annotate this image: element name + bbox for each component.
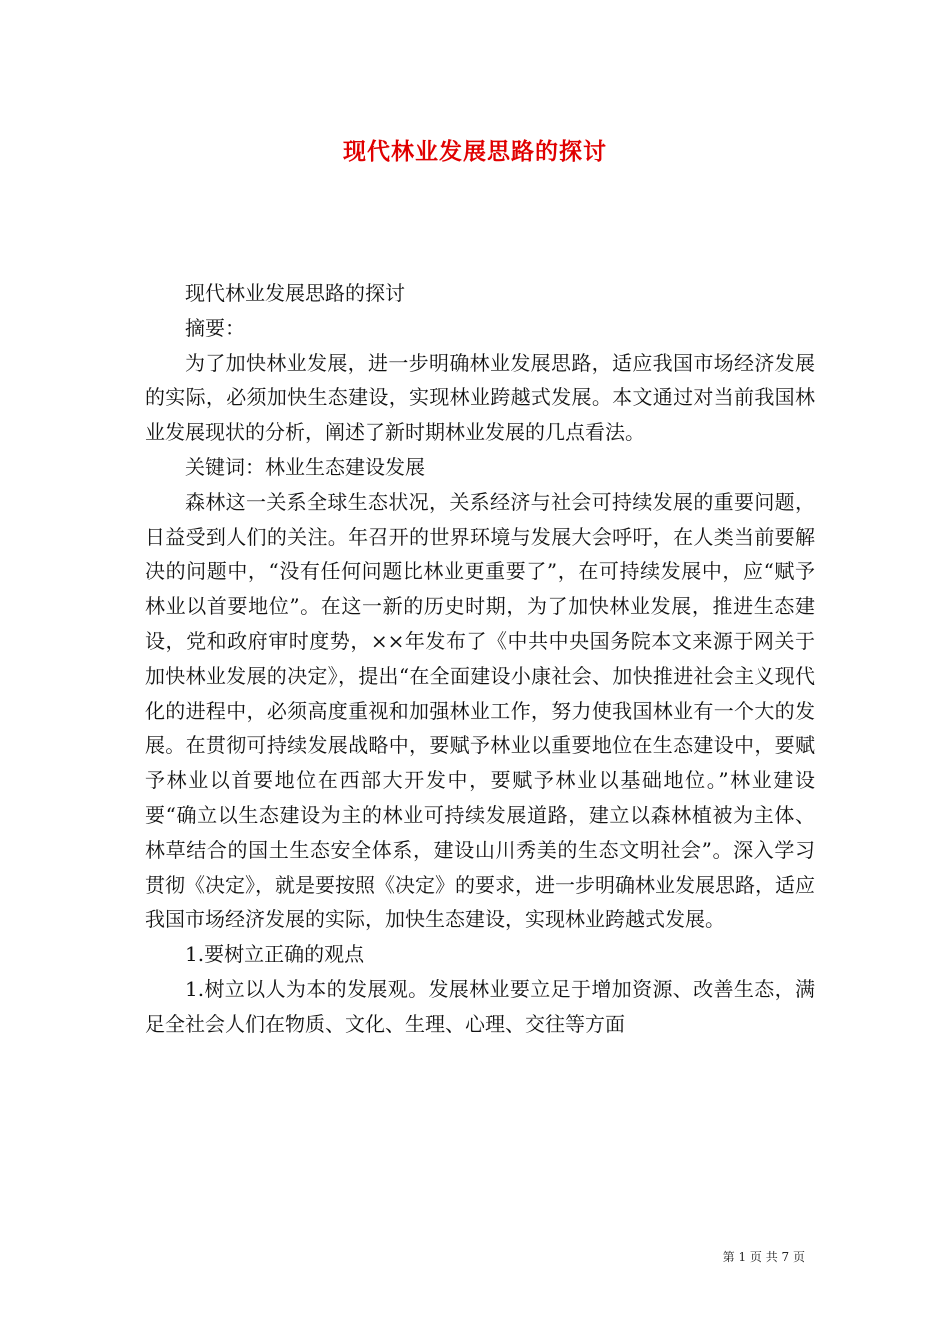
- section-heading: 1.要树立正确的观点: [185, 942, 365, 967]
- body-heading: 现代林业发展思路的探讨: [185, 281, 405, 305]
- keywords-line: 关键词：林业生态建设发展: [185, 454, 425, 479]
- abstract-paragraph: 为了加快林业发展，进一步明确林业发展思路，适应我国市场经济发展的实际，必须加快生态建设，实现林业跨越式发展。本文通过对当前我国林业发展现状的分析，阐述了新时期林业发展的几点看法。: [145, 350, 815, 445]
- document-title: 现代林业发展思路的探讨: [343, 138, 607, 165]
- intro-paragraph: 森林这一关系全球生态状况，关系经济与社会可持续发展的重要问题，日益受到人们的关注。年召开的世界环境与发展大会呼吁，在人类当前要解决的问题中，“没有任何问题比林业更重要了”，在可持续发展中，应“赋予林业以首要地位”。在这一新的历史时期，为了加快林业发展，推进生态建设，党和政府审时度势，××年发布了《中共中央国务院本文来源于网关于加快林业发展的决定》，提出“在全面建设小康社会、加快推进社会主义现代化的进程中，必须高度重视和加强林业工作，努力使我国林业有一个大的发展。在贯彻可持续发展战略中，要赋予林业以重要地位在生态建设中，要赋予林业以首要地位在西部大开发中，要赋予林业以基础地位。”林业建设要“确立以生态建设为主的林业可持续发展道路，建立以森林植被为主体、林草结合的国土生态安全体系，建设山川秀美的生态文明社会”。深入学习贯彻《决定》，就是要按照《决定》的要求，进一步明确林业发展思路，适应我国市场经济发展的实际，加快生态建设，实现林业跨越式发展。: [145, 489, 815, 932]
- document-body: [145, 276, 815, 1042]
- abstract-label: 摘要：: [185, 315, 245, 340]
- page-number: 第 1 页 共 7 页: [722, 1250, 805, 1264]
- section-paragraph: 1.树立以人为本的发展观。发展林业要立足于增加资源、改善生态，满足全社会人们在物质、文化、生理、心理、交往等方面: [145, 976, 815, 1036]
